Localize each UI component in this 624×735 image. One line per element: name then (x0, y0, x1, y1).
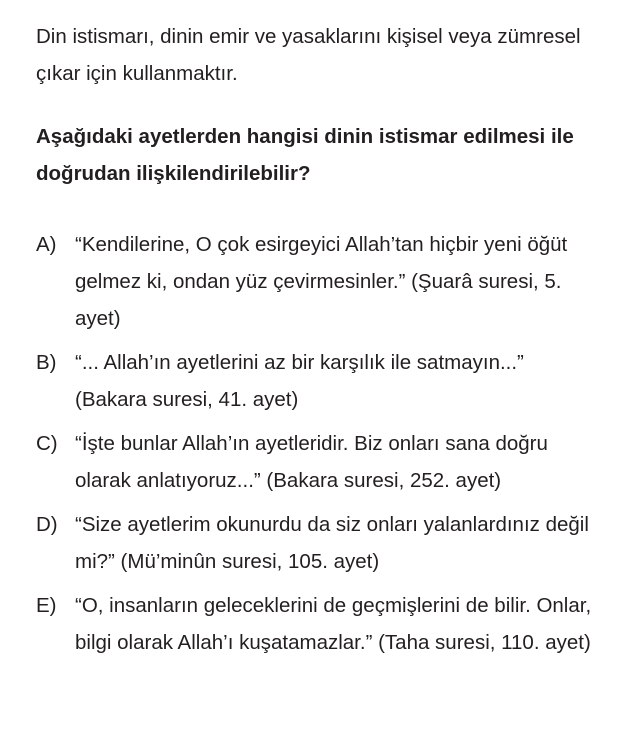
option-letter: D) (36, 513, 58, 536)
option-letter: B) (36, 351, 57, 374)
option-letter: C) (36, 432, 58, 455)
option-letter: A) (36, 233, 57, 256)
question-stem: Aşağıdaki ayetlerden hangisi dinin istismar edilmesi ile doğrudan ilişkilendirilebilir? (36, 125, 574, 185)
option-d[interactable] (36, 506, 594, 580)
option-letter: E) (36, 594, 57, 617)
option-a[interactable] (36, 226, 594, 337)
option-text: “O, insanların geleceklerini de geçmişlerini de bilir. Onlar, bilgi olarak Allah’ı kuşatamazlar.” (Taha suresi, 110. ayet) (75, 594, 592, 654)
option-c[interactable] (36, 425, 594, 499)
option-text: “... Allah’ın ayetlerini az bir karşılık ile satmayın...” (Bakara suresi, 41. ayet) (75, 351, 524, 411)
option-b[interactable] (36, 344, 594, 418)
option-text: “Kendilerine, O çok esirgeyici Allah’tan hiçbir yeni öğüt gelmez ki, ondan yüz çevirmesinler.” (Şuarâ suresi, 5. ayet) (75, 233, 568, 330)
option-text: “Size ayetlerim okunurdu da siz onları yalanlardınız değil mi?” (Mü’minûn suresi, 105. ayet) (75, 513, 589, 573)
option-e[interactable] (36, 587, 594, 661)
answer-options (36, 226, 594, 661)
option-text: “İşte bunlar Allah’ın ayetleridir. Biz onları sana doğru olarak anlatıyoruz...” (Bakara suresi, 252. ayet) (75, 432, 548, 492)
intro-text: Din istismarı, dinin emir ve yasaklarını kişisel veya zümresel çıkar için kullanmaktır. (36, 25, 581, 85)
